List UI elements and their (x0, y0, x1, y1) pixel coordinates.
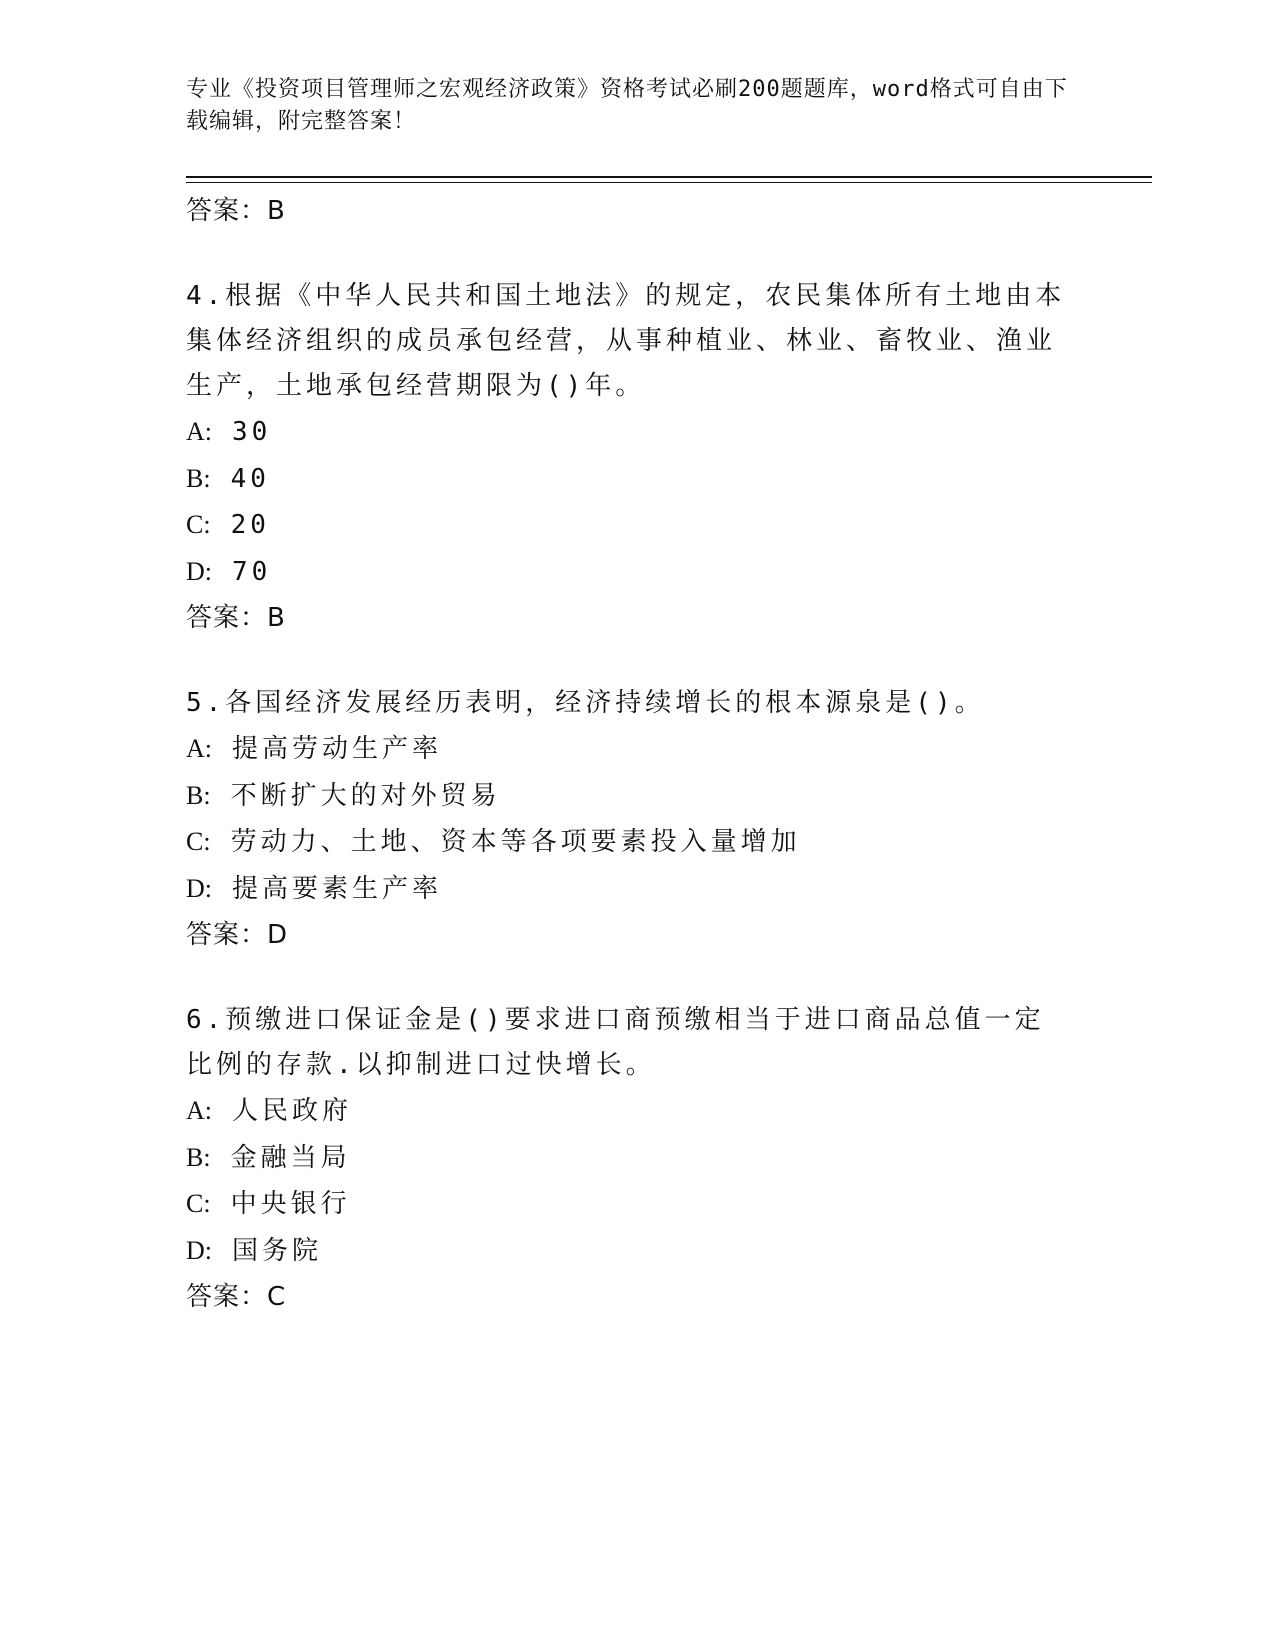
option-a (186, 1088, 1066, 1135)
option-letter: C: (186, 827, 211, 856)
option-letter: D: (186, 556, 212, 586)
option-text: 40 (230, 463, 270, 494)
option-text: 国务院 (232, 1235, 323, 1266)
option-d (186, 549, 1066, 596)
answer: 答案：C (186, 1282, 287, 1312)
question-stem: 4.根据《中华人民共和国土地法》的规定，农民集体所有土地由本集体经济组织的成员承包经营，从事种植业、林业、畜牧业、渔业生产，土地承包经营期限为()年。 (186, 281, 1066, 401)
question-stem: 5.各国经济发展经历表明，经济持续增长的根本源泉是()。 (186, 688, 985, 718)
option-text: 20 (230, 510, 270, 540)
option-text: 中央银行 (230, 1189, 351, 1219)
option-c (186, 502, 1066, 549)
option-b (186, 1135, 1066, 1182)
option-text: 30 (232, 417, 272, 447)
option-letter: A: (186, 1096, 212, 1125)
previous-answer: 答案：B (186, 196, 286, 226)
option-letter: A: (186, 417, 212, 446)
answer: 答案：D (186, 920, 289, 950)
document-title: 专业《投资项目管理师之宏观经济政策》资格考试必刷200题题库，word格式可自由下载编辑，附完整答案！ (186, 77, 1068, 134)
question-stem: 6.预缴进口保证金是()要求进口商预缴相当于进口商品总值一定比例的存款.以抑制进口过快增长。 (186, 1005, 1045, 1080)
option-d (186, 1228, 1066, 1275)
header-divider (186, 176, 1152, 183)
option-text: 提高劳动生产率 (232, 734, 443, 764)
option-text: 提高要素生产率 (232, 873, 443, 904)
option-b (186, 456, 1066, 503)
option-text: 70 (232, 556, 272, 587)
option-text: 人民政府 (232, 1096, 353, 1126)
option-a (186, 726, 1066, 773)
option-text: 劳动力、土地、资本等各项要素投入量增加 (230, 827, 801, 857)
option-letter: D: (186, 1235, 212, 1265)
question-list (186, 188, 1066, 1320)
question-4 (186, 274, 1066, 641)
option-letter: B: (186, 780, 211, 810)
question-5 (186, 681, 1066, 958)
question-6 (186, 998, 1066, 1320)
answer: 答案：B (186, 603, 286, 633)
option-b (186, 773, 1066, 820)
page-header (186, 74, 1086, 138)
option-c (186, 819, 1066, 866)
option-letter: C: (186, 1189, 211, 1218)
option-letter: B: (186, 1142, 211, 1172)
option-text: 金融当局 (230, 1142, 351, 1173)
option-letter: B: (186, 463, 211, 493)
option-letter: D: (186, 873, 212, 903)
option-d (186, 866, 1066, 913)
option-letter: C: (186, 510, 211, 539)
option-text: 不断扩大的对外贸易 (230, 780, 501, 811)
option-letter: A: (186, 734, 212, 763)
option-c (186, 1181, 1066, 1228)
option-a (186, 409, 1066, 456)
